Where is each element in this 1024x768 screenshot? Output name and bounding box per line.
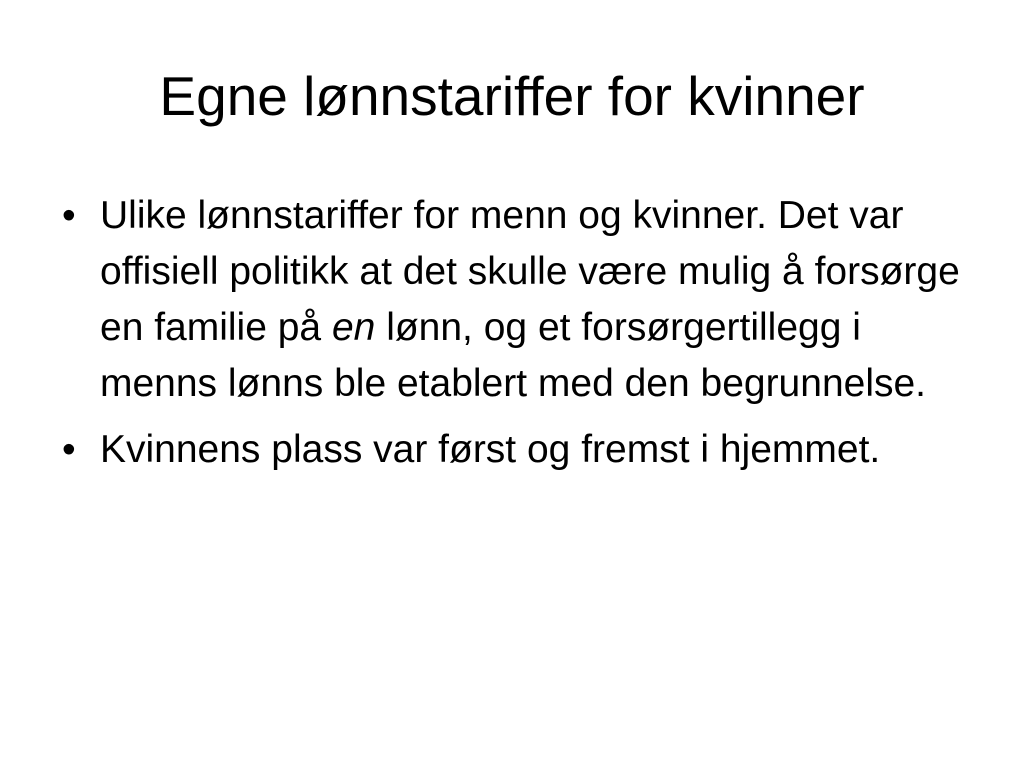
bullet-item <box>60 422 980 478</box>
bullet-text-part: Kvinnens plass var først og fremst i hjemmet. <box>100 428 881 471</box>
bullet-text <box>100 428 880 471</box>
bullet-marker: • <box>62 194 76 237</box>
bullet-marker: • <box>62 428 76 471</box>
bullet-text-part: lønn, og et forsørgertillegg i menns lønns ble etablert med den begrunnelse. <box>100 306 927 405</box>
slide-title: Egne lønnstariffer for kvinner <box>159 65 865 127</box>
bullet-text-emphasis: en <box>331 306 376 349</box>
bullet-list <box>60 188 980 488</box>
bullet-text-part: Ulike lønnstariffer for menn og kvinner. Det var offisiell politikk at det skulle være mulig å forsørge en familie på <box>100 194 960 349</box>
bullet-item <box>60 188 980 412</box>
bullet-text <box>100 194 960 405</box>
